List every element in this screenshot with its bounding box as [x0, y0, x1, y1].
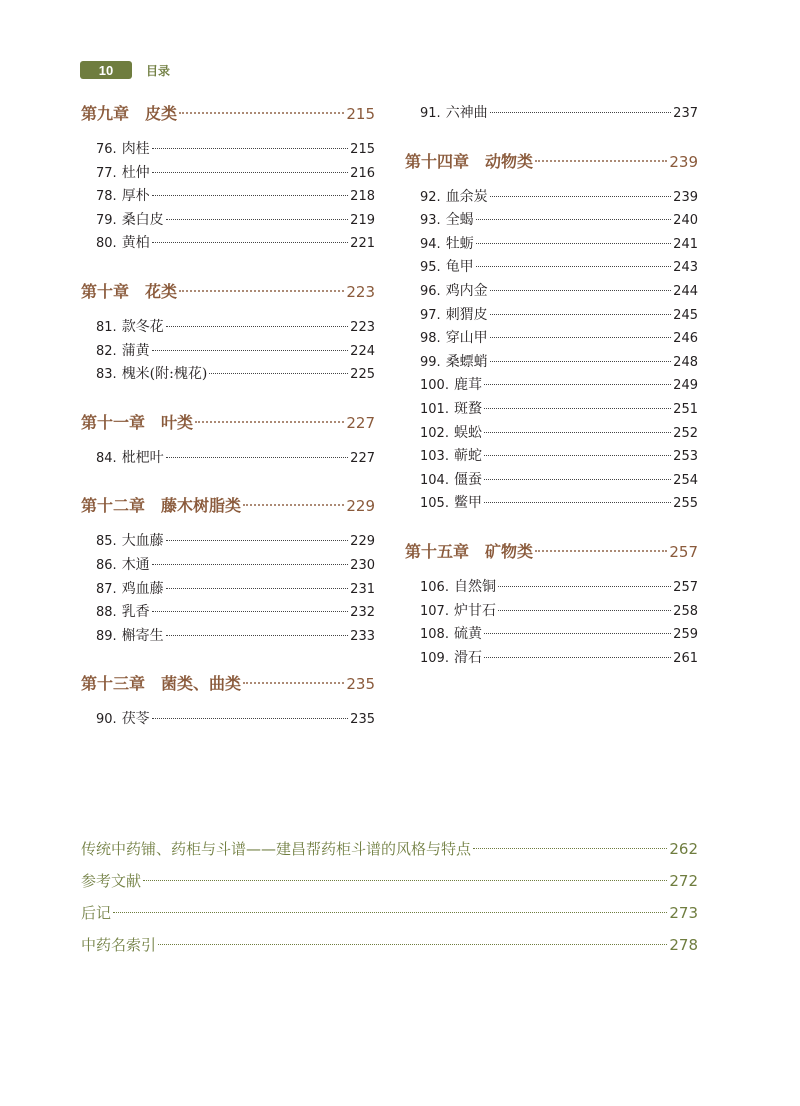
entry-number: 107. — [420, 603, 449, 619]
toc-entry[interactable] — [81, 162, 375, 186]
dot-leader — [152, 171, 348, 173]
entry-name: 槐米(附:槐花) — [121, 366, 208, 383]
dot-leader — [152, 147, 348, 149]
entry-name: 炉甘石 — [453, 602, 496, 619]
entry-page-number: 225 — [350, 367, 375, 383]
entry-name: 茯苓 — [121, 711, 150, 728]
entry-page-number: 219 — [350, 212, 375, 228]
appendix-entry[interactable] — [81, 897, 698, 929]
dot-leader — [490, 289, 671, 291]
entry-number: 82. — [96, 343, 117, 359]
chapter-name: 矿物类 — [485, 541, 534, 561]
entry-number: 87. — [96, 581, 117, 597]
entry-page-number: 245 — [673, 307, 698, 323]
running-section-title: 目录 — [146, 63, 171, 78]
toc-entry[interactable] — [405, 102, 698, 126]
entry-name: 鳖甲 — [453, 495, 482, 512]
toc-entry[interactable] — [405, 445, 698, 469]
dot-leader — [484, 501, 671, 503]
toc-entry[interactable] — [81, 340, 375, 364]
appendix-entry[interactable] — [81, 865, 698, 897]
entry-number: 102. — [420, 425, 449, 441]
appendix-title: 中药名索引 — [81, 936, 157, 954]
entry-name: 黄柏 — [121, 235, 150, 252]
dot-leader — [152, 563, 348, 565]
entry-name: 木通 — [121, 556, 150, 573]
entry-name: 刺猬皮 — [445, 306, 488, 323]
dot-leader — [476, 242, 671, 244]
entry-number: 78. — [96, 189, 117, 205]
entry-name: 大血藤 — [121, 533, 164, 550]
entry-name: 肉桂 — [121, 141, 150, 157]
entry-page-number: 249 — [673, 378, 698, 394]
dot-leader — [113, 911, 667, 913]
chapter-page-number: 239 — [669, 152, 698, 171]
toc-entry[interactable] — [81, 363, 375, 387]
toc-entry[interactable] — [405, 327, 698, 351]
appendix-page-number: 272 — [669, 872, 698, 890]
entry-page-number: 257 — [673, 579, 698, 595]
entry-page-number: 255 — [673, 496, 698, 512]
entry-name: 自然铜 — [453, 578, 496, 595]
entry-page-number: 233 — [350, 628, 375, 644]
chapter-entry-list — [81, 138, 375, 256]
toc-entry[interactable] — [405, 186, 698, 210]
entry-page-number: 237 — [673, 106, 698, 121]
entry-number: 98. — [420, 331, 441, 347]
chapter-spacer — [81, 256, 375, 278]
entry-name: 槲寄生 — [121, 627, 164, 644]
entry-number: 84. — [96, 450, 117, 466]
chapter-spacer — [81, 648, 375, 670]
dot-leader — [490, 360, 671, 362]
chapter-entry-list — [81, 316, 375, 387]
appendix-title: 后记 — [81, 904, 112, 922]
entry-name: 厚朴 — [121, 188, 150, 205]
toc-entry[interactable] — [81, 708, 375, 732]
entry-page-number: 218 — [350, 189, 375, 205]
dot-leader — [476, 218, 671, 220]
entry-number: 95. — [420, 260, 441, 276]
chapter-entry-list — [405, 186, 698, 516]
dot-leader — [484, 431, 671, 433]
toc-entry[interactable] — [405, 351, 698, 375]
dot-leader — [476, 265, 671, 267]
entry-name: 鸡内金 — [445, 282, 488, 299]
chapter-number: 第十四章 — [405, 151, 470, 171]
dot-leader — [195, 420, 344, 423]
chapter-page-number: 227 — [346, 413, 375, 432]
toc-entry[interactable] — [405, 492, 698, 516]
chapter-heading[interactable] — [81, 670, 375, 698]
entry-name: 硫黄 — [453, 626, 482, 643]
chapter-number: 第十三章 — [81, 674, 146, 694]
chapter-number: 第十五章 — [405, 541, 470, 561]
dot-leader — [498, 585, 671, 587]
chapter-page-number: 215 — [346, 105, 375, 123]
toc-entry[interactable] — [405, 647, 698, 671]
chapter-number: 第十二章 — [81, 496, 146, 516]
entry-page-number: 235 — [350, 712, 375, 728]
entry-page-number: 221 — [350, 236, 375, 252]
toc-entry[interactable] — [405, 623, 698, 647]
chapter-entry-list — [81, 447, 375, 471]
entry-number: 81. — [96, 319, 117, 335]
entry-number: 85. — [96, 534, 117, 550]
entry-page-number: 254 — [673, 472, 698, 488]
toc-entry[interactable] — [81, 185, 375, 209]
entry-page-number: 246 — [673, 331, 698, 347]
entry-page-number: 261 — [673, 650, 698, 666]
entry-number: 109. — [420, 650, 449, 666]
entry-name: 桑白皮 — [121, 211, 164, 228]
dot-leader — [179, 289, 344, 292]
page-header — [80, 60, 170, 80]
dot-leader — [179, 111, 344, 114]
chapter-heading[interactable] — [81, 278, 375, 306]
entry-page-number: 216 — [350, 165, 375, 181]
entry-number: 92. — [420, 189, 441, 205]
toc-entry[interactable] — [405, 398, 698, 422]
entry-page-number: 240 — [673, 213, 698, 229]
chapter-heading[interactable] — [81, 100, 375, 128]
dot-leader — [498, 609, 671, 611]
toc-left-column — [81, 100, 375, 732]
entry-page-number: 243 — [673, 260, 698, 276]
toc-entry[interactable] — [405, 422, 698, 446]
chapter-spacer — [405, 516, 698, 538]
entry-name: 血余炭 — [445, 188, 488, 205]
entry-page-number: 227 — [350, 450, 375, 466]
entry-number: 86. — [96, 557, 117, 573]
dot-leader — [158, 943, 667, 945]
entry-page-number: 258 — [673, 603, 698, 619]
toc-entry[interactable] — [405, 209, 698, 233]
entry-number: 103. — [420, 449, 449, 465]
entry-page-number: 230 — [350, 557, 375, 573]
dot-leader — [535, 159, 667, 162]
entry-number: 93. — [420, 213, 441, 229]
chapter-number: 第十章 — [81, 281, 130, 301]
entry-number: 91. — [420, 106, 441, 121]
entry-name: 款冬花 — [121, 318, 164, 335]
chapter-number: 第十一章 — [81, 412, 146, 432]
entry-number: 90. — [96, 712, 117, 728]
dot-leader — [166, 539, 348, 541]
chapter-page-number: 257 — [669, 542, 698, 561]
chapter-spacer — [81, 387, 375, 409]
entry-name: 蜈蚣 — [453, 424, 482, 441]
chapter-heading[interactable] — [405, 148, 698, 176]
entry-name: 斑蝥 — [453, 400, 482, 417]
entry-page-number: 224 — [350, 343, 375, 359]
toc-entry[interactable] — [81, 209, 375, 233]
dot-leader — [152, 717, 348, 719]
appendix-title: 传统中药铺、药柜与斗谱——建昌帮药柜斗谱的风格与特点 — [81, 840, 472, 858]
chapter-heading[interactable] — [81, 409, 375, 437]
entry-page-number: 241 — [673, 236, 698, 252]
chapter-entry-list — [81, 530, 375, 648]
entry-number: 77. — [96, 165, 117, 181]
appendix-page-number: 278 — [669, 936, 698, 954]
chapter-name: 动物类 — [485, 151, 534, 171]
toc-entry[interactable] — [405, 374, 698, 398]
dot-leader — [243, 503, 344, 506]
entry-page-number: 251 — [673, 401, 698, 417]
dot-leader — [166, 325, 348, 327]
entry-page-number: 248 — [673, 354, 698, 370]
toc-entry[interactable] — [405, 600, 698, 624]
toc-entry[interactable] — [405, 469, 698, 493]
dot-leader — [166, 587, 348, 589]
entry-name: 鸡血藤 — [121, 580, 164, 597]
entry-page-number: 239 — [673, 189, 698, 205]
chapter-name: 皮类 — [145, 104, 178, 123]
entry-number: 100. — [420, 378, 449, 394]
toc-entry[interactable] — [81, 232, 375, 256]
entry-name: 穿山甲 — [445, 330, 488, 347]
chapter-entry-list — [81, 708, 375, 732]
chapter-name: 花类 — [145, 281, 178, 301]
dot-leader — [484, 656, 671, 658]
toc-entry[interactable] — [81, 601, 375, 625]
entry-page-number: 252 — [673, 425, 698, 441]
page-number-badge: 10 — [80, 61, 132, 79]
toc-entry[interactable] — [405, 576, 698, 600]
entry-number: 89. — [96, 628, 117, 644]
toc-entry[interactable] — [81, 578, 375, 602]
appendix-page-number: 273 — [669, 904, 698, 922]
appendix-title: 参考文献 — [81, 872, 142, 890]
entry-number: 97. — [420, 307, 441, 323]
chapter-heading[interactable] — [405, 538, 698, 566]
entry-page-number: 232 — [350, 605, 375, 621]
dot-leader — [484, 454, 671, 456]
toc-entry[interactable] — [81, 447, 375, 471]
entry-page-number: 215 — [350, 142, 375, 157]
entry-page-number: 223 — [350, 319, 375, 335]
dot-leader — [152, 194, 348, 196]
dot-leader — [535, 549, 667, 552]
appendix-entry[interactable] — [81, 833, 698, 865]
dot-leader — [152, 610, 348, 612]
dot-leader — [166, 218, 348, 220]
entry-page-number: 231 — [350, 581, 375, 597]
entry-number: 104. — [420, 472, 449, 488]
entry-page-number: 259 — [673, 627, 698, 643]
toc-entry[interactable] — [405, 280, 698, 304]
entry-page-number: 253 — [673, 449, 698, 465]
chapter-page-number: 235 — [346, 675, 375, 694]
dot-leader — [166, 456, 348, 458]
chapter-spacer — [405, 126, 698, 148]
chapter-number: 第九章 — [81, 104, 130, 123]
entry-number: 79. — [96, 212, 117, 228]
dot-leader — [243, 681, 344, 684]
chapter-heading[interactable] — [81, 492, 375, 520]
entry-name: 蒲黄 — [121, 342, 150, 359]
toc-entry[interactable] — [405, 233, 698, 257]
chapter-name: 叶类 — [161, 412, 194, 432]
dot-leader — [143, 879, 667, 881]
dot-leader — [209, 372, 348, 374]
dot-leader — [484, 407, 671, 409]
dot-leader — [484, 383, 671, 385]
entry-number: 106. — [420, 579, 449, 595]
chapter-page-number: 229 — [346, 497, 375, 516]
entry-page-number: 244 — [673, 283, 698, 299]
entry-name: 杜仲 — [121, 164, 150, 181]
toc-entry[interactable] — [81, 554, 375, 578]
dot-leader — [490, 336, 671, 338]
entry-number: 80. — [96, 236, 117, 252]
entry-name: 滑石 — [453, 649, 482, 666]
chapter-page-number: 223 — [346, 282, 375, 301]
toc-right-column — [405, 100, 698, 670]
entry-number: 83. — [96, 367, 117, 383]
toc-appendix-list — [81, 833, 698, 961]
dot-leader — [152, 241, 348, 243]
toc-entry[interactable] — [405, 256, 698, 280]
carry-over-entry-list — [405, 102, 698, 126]
entry-number: 99. — [420, 354, 441, 370]
entry-number: 76. — [96, 142, 117, 157]
entry-name: 牡蛎 — [445, 235, 474, 252]
chapter-spacer — [81, 470, 375, 492]
chapter-name: 菌类、曲类 — [161, 674, 242, 694]
entry-number: 94. — [420, 236, 441, 252]
entry-number: 96. — [420, 283, 441, 299]
dot-leader — [490, 313, 671, 315]
toc-entry[interactable] — [81, 316, 375, 340]
entry-number: 101. — [420, 401, 449, 417]
dot-leader — [490, 195, 671, 197]
entry-name: 枇杷叶 — [121, 449, 164, 466]
dot-leader — [484, 478, 671, 480]
entry-name: 僵蚕 — [453, 471, 482, 488]
dot-leader — [166, 634, 348, 636]
entry-name: 全蝎 — [445, 212, 474, 229]
dot-leader — [484, 632, 671, 634]
toc-entry[interactable] — [405, 304, 698, 328]
entry-name: 蕲蛇 — [453, 448, 482, 465]
entry-number: 105. — [420, 496, 449, 512]
entry-name: 鹿茸 — [453, 377, 482, 394]
toc-entry[interactable] — [81, 138, 375, 162]
dot-leader — [152, 349, 348, 351]
dot-leader — [490, 111, 671, 113]
dot-leader — [473, 847, 667, 849]
appendix-page-number: 262 — [669, 840, 698, 858]
toc-entry[interactable] — [81, 530, 375, 554]
entry-name: 龟甲 — [445, 259, 474, 276]
chapter-name: 藤木树脂类 — [161, 496, 242, 516]
entry-number: 108. — [420, 627, 449, 643]
entry-name: 乳香 — [121, 604, 150, 621]
entry-page-number: 229 — [350, 534, 375, 550]
toc-entry[interactable] — [81, 625, 375, 649]
appendix-entry[interactable] — [81, 929, 698, 961]
chapter-entry-list — [405, 576, 698, 670]
entry-number: 88. — [96, 605, 117, 621]
entry-name: 六神曲 — [445, 105, 488, 121]
entry-name: 桑螵蛸 — [445, 353, 488, 370]
